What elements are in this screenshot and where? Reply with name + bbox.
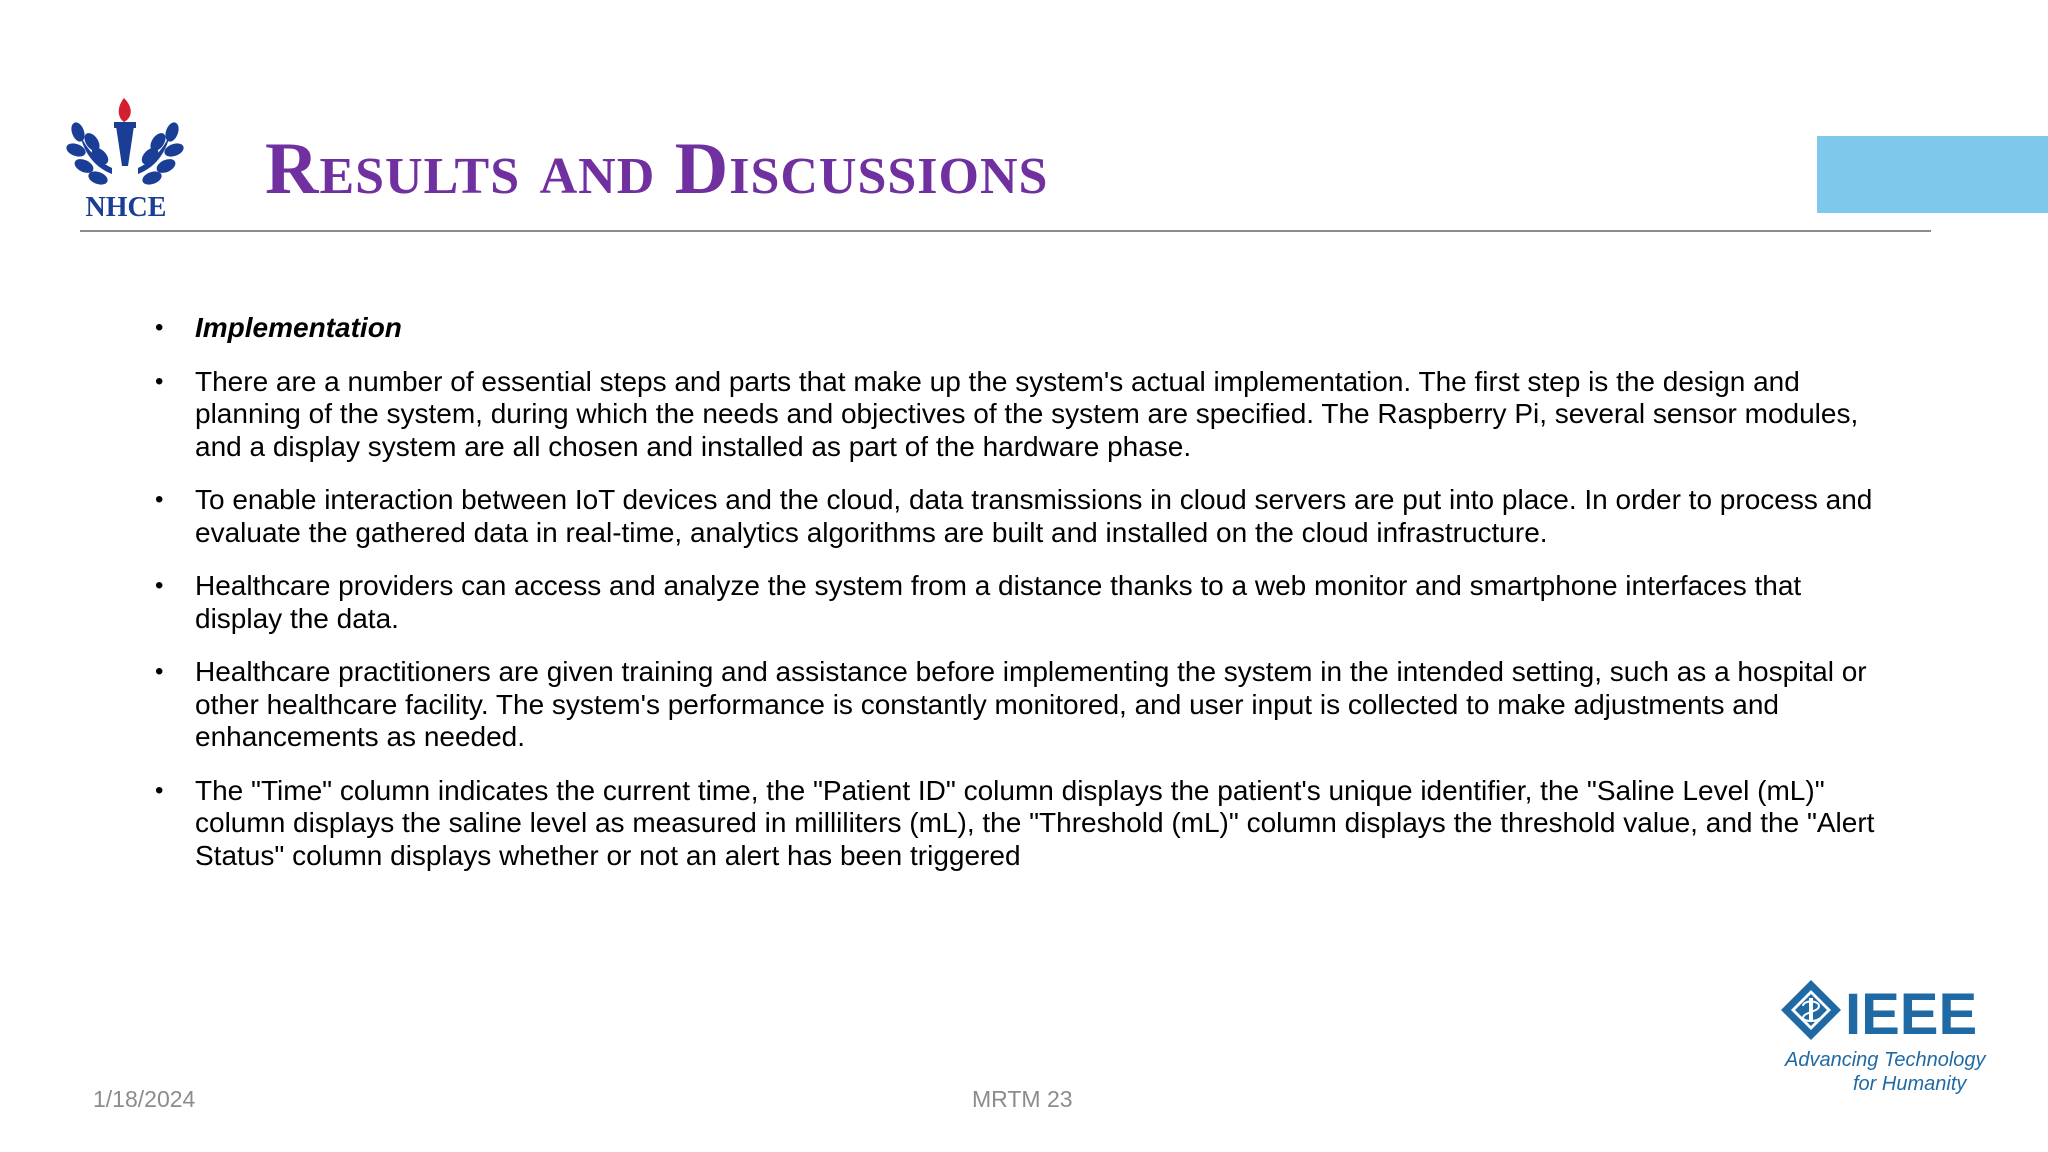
bullet-text: There are a number of essential steps and parts that make up the system's actual implementation. The first step is the design and planning of the system, during which the needs and objectives of the system are specified. The Raspberry Pi, several sensor modules, and a display system are all chosen and installed as part of the hardware phase. bbox=[195, 365, 1859, 462]
bullet-text: To enable interaction between IoT devices and the cloud, data transmissions in cloud servers are put into place. In order to process and evaluate the gathered data in real-time, analytics algorithms are built and installed on the cloud infrastructure. bbox=[195, 484, 1873, 548]
list-item bbox=[150, 366, 1890, 464]
bullet-glyph: • bbox=[155, 776, 164, 804]
footer-center-text: MRTM 23 bbox=[972, 1086, 1073, 1112]
bullet-text: Healthcare practitioners are given training and assistance before implementing the system in the intended setting, such as a hospital or other healthcare facility. The system's performance is constantly monitored, and user input is collected to make adjustments and enhancements as needed. bbox=[195, 656, 1867, 752]
title-divider bbox=[80, 230, 1931, 232]
list-item bbox=[150, 312, 1890, 345]
footer-date: 1/18/2024 bbox=[93, 1086, 196, 1112]
nhce-logo bbox=[62, 92, 190, 224]
nhce-logo-text: NHCE bbox=[85, 192, 167, 223]
list-item bbox=[150, 570, 1890, 635]
ieee-tagline-2: for Humanity bbox=[1853, 1073, 1967, 1095]
accent-bar bbox=[1817, 136, 2048, 213]
ieee-diamond-icon bbox=[1775, 976, 1995, 1096]
list-item bbox=[150, 484, 1890, 549]
nhce-laurel-torch-icon bbox=[62, 92, 190, 224]
bullet-glyph: • bbox=[155, 314, 164, 341]
bullet-glyph: • bbox=[155, 658, 164, 685]
slide-title: Results and Discussions bbox=[265, 128, 1049, 210]
list-item bbox=[150, 656, 1890, 754]
bullet-text: The "Time" column indicates the current time, the "Patient ID" column displays the patient's unique identifier, the "Saline Level (mL)" column displays the saline level as measured in milliliters (mL), the "Threshold (mL)" column displays the threshold value, and the "Alert Status" column displays whether or not an alert has been triggered bbox=[195, 774, 1875, 871]
ieee-wordmark: IEEE bbox=[1845, 982, 1978, 1047]
bullet-glyph: • bbox=[155, 572, 164, 599]
bullet-list bbox=[150, 312, 1890, 893]
ieee-logo bbox=[1775, 976, 1995, 1096]
ieee-tagline-1: Advancing Technology bbox=[1785, 1049, 1986, 1071]
bullet-glyph: • bbox=[155, 486, 164, 513]
bullet-text: Healthcare providers can access and analyze the system from a distance thanks to a web monitor and smartphone interfaces that display the data. bbox=[195, 570, 1802, 634]
list-item bbox=[150, 775, 1890, 873]
bullet-text-implementation: Implementation bbox=[195, 312, 402, 343]
bullet-glyph: • bbox=[155, 367, 164, 395]
